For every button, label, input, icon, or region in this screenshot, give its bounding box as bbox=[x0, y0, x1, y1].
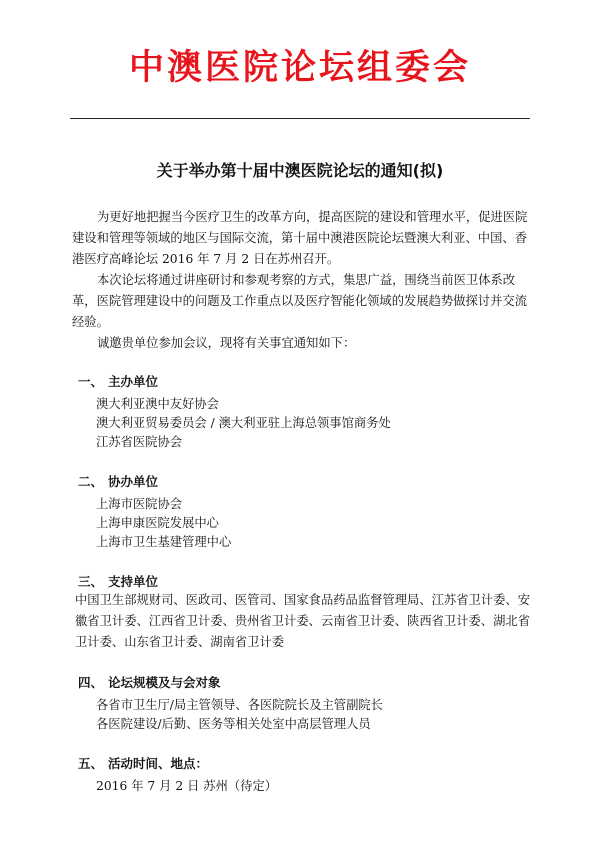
invitation-paragraph: 诚邀贵单位参加会议，现将有关事宜通知如下： bbox=[97, 336, 356, 350]
section-heading-scale-attendees bbox=[78, 673, 221, 691]
section-number: 五、 bbox=[78, 756, 104, 771]
organizer-header: 中澳医院论坛组委会 bbox=[128, 47, 471, 88]
organizer-item: 澳大利亚澳中友好协会 bbox=[96, 397, 219, 411]
method-paragraph: 本次论坛将通过讲座研讨和参观考察的方式，集思广益，围绕当前医卫体系改革，医院管理建设中的问题及工作重点以及医疗智能化领域的发展趋势做探讨并交流经验。 bbox=[72, 273, 527, 329]
co-organizer-item: 上海市医院协会 bbox=[96, 497, 183, 511]
section-heading-co-organizers bbox=[78, 472, 158, 490]
section-title: 主办单位 bbox=[108, 374, 159, 389]
section-heading-supporters bbox=[78, 572, 158, 590]
section-heading-organizers bbox=[78, 372, 158, 390]
header-divider bbox=[70, 118, 530, 119]
attendee-item: 各医院建设/后勤、医务等相关处室中高层管理人员 bbox=[96, 717, 371, 731]
organizer-item: 澳大利亚贸易委员会 / 澳大利亚驻上海总领事馆商务处 bbox=[96, 416, 391, 430]
section-title: 协办单位 bbox=[108, 474, 159, 489]
notice-title: 关于举办第十届中澳医院论坛的通知(拟) bbox=[156, 161, 444, 180]
co-organizer-item: 上海市卫生基建管理中心 bbox=[96, 535, 232, 549]
section-title: 支持单位 bbox=[108, 574, 159, 589]
supporters-list: 中国卫生部规财司、医政司、医管司、国家食品药品监督管理局、江苏省卫计委、安徽省卫计委、江西省卫计委、贵州省卫计委、云南省卫计委、陕西省卫计委、湖北省卫计委、山东省卫计委、湖南省卫计委 bbox=[75, 593, 530, 649]
organizer-item: 江苏省医院协会 bbox=[96, 435, 183, 449]
section-heading-time-place bbox=[78, 754, 208, 772]
intro-paragraph: 为更好地把握当今医疗卫生的改革方向，提高医院的建设和管理水平，促进医院建设和管理等领域的地区与国际交流，第十届中澳港医院论坛暨澳大利亚、中国、香港医疗高峰论坛 2016 年 7 月 2 日在苏州召开。 bbox=[72, 210, 528, 266]
co-organizer-item: 上海申康医院发展中心 bbox=[96, 516, 219, 530]
section-number: 一、 bbox=[78, 374, 104, 389]
section-number: 二、 bbox=[78, 474, 104, 489]
attendee-item: 各省市卫生厅/局主管领导、各医院院长及主管副院长 bbox=[96, 698, 383, 712]
section-number: 三、 bbox=[78, 574, 104, 589]
event-date-location: 2016 年 7 月 2 日 苏州（待定） bbox=[96, 779, 278, 793]
section-title: 论坛规模及与会对象 bbox=[108, 675, 221, 690]
section-title: 活动时间、地点： bbox=[108, 756, 209, 771]
section-number: 四、 bbox=[78, 675, 104, 690]
